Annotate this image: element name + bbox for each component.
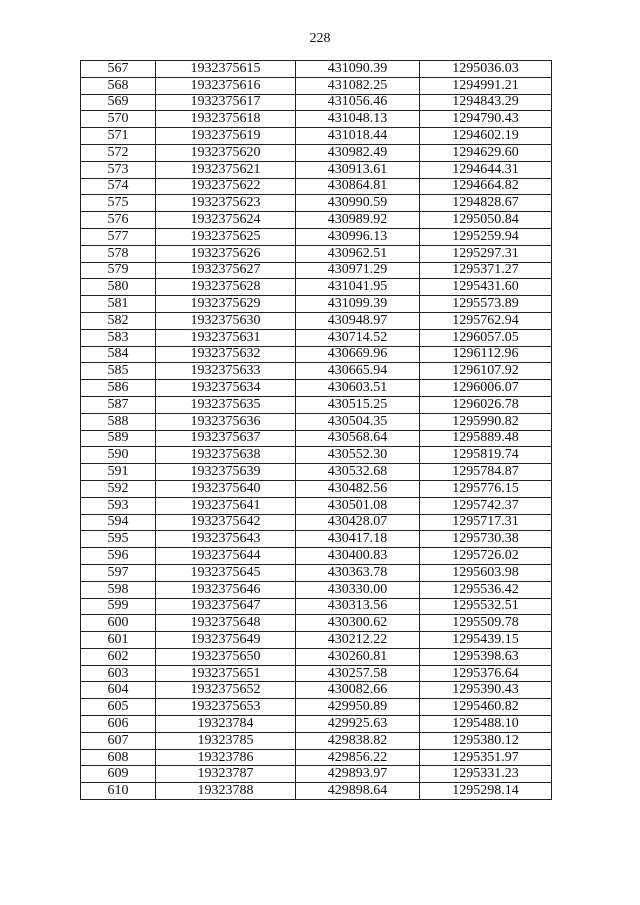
y-coordinate-cell: 1295726.02	[420, 548, 552, 565]
x-coordinate-cell: 430532.68	[296, 464, 420, 481]
y-coordinate-cell: 1295398.63	[420, 648, 552, 665]
x-coordinate-cell: 430504.35	[296, 413, 420, 430]
x-coordinate-cell: 430428.07	[296, 514, 420, 531]
table-row	[81, 716, 552, 733]
y-coordinate-cell: 1295889.48	[420, 430, 552, 447]
row-number-cell: 568	[81, 77, 156, 94]
point-id-cell: 1932375630	[156, 312, 296, 329]
row-number-cell: 591	[81, 464, 156, 481]
point-id-cell: 1932375615	[156, 61, 296, 78]
table-row	[81, 783, 552, 800]
table-row	[81, 363, 552, 380]
point-id-cell: 1932375619	[156, 128, 296, 145]
row-number-cell: 592	[81, 480, 156, 497]
row-number-cell: 574	[81, 178, 156, 195]
y-coordinate-cell: 1295536.42	[420, 581, 552, 598]
x-coordinate-cell: 430948.97	[296, 312, 420, 329]
point-id-cell: 1932375620	[156, 144, 296, 161]
table-row	[81, 699, 552, 716]
table-row	[81, 480, 552, 497]
x-coordinate-cell: 431082.25	[296, 77, 420, 94]
point-id-cell: 1932375618	[156, 111, 296, 128]
point-id-cell: 1932375649	[156, 632, 296, 649]
row-number-cell: 583	[81, 329, 156, 346]
x-coordinate-cell: 430962.51	[296, 245, 420, 262]
row-number-cell: 579	[81, 262, 156, 279]
row-number-cell: 593	[81, 497, 156, 514]
table-row	[81, 514, 552, 531]
point-id-cell: 1932375647	[156, 598, 296, 615]
x-coordinate-cell: 430082.66	[296, 682, 420, 699]
x-coordinate-cell: 430552.30	[296, 447, 420, 464]
point-id-cell: 1932375639	[156, 464, 296, 481]
y-coordinate-cell: 1296107.92	[420, 363, 552, 380]
table-row	[81, 531, 552, 548]
y-coordinate-cell: 1294843.29	[420, 94, 552, 111]
row-number-cell: 594	[81, 514, 156, 531]
x-coordinate-cell: 429925.63	[296, 716, 420, 733]
y-coordinate-cell: 1295532.51	[420, 598, 552, 615]
coordinates-table	[80, 60, 552, 800]
x-coordinate-cell: 430568.64	[296, 430, 420, 447]
x-coordinate-cell: 430515.25	[296, 396, 420, 413]
table-row	[81, 766, 552, 783]
row-number-cell: 590	[81, 447, 156, 464]
row-number-cell: 599	[81, 598, 156, 615]
y-coordinate-cell: 1295298.14	[420, 783, 552, 800]
page-number: 228	[309, 31, 331, 46]
point-id-cell: 19323786	[156, 749, 296, 766]
row-number-cell: 582	[81, 312, 156, 329]
x-coordinate-cell: 430714.52	[296, 329, 420, 346]
point-id-cell: 19323787	[156, 766, 296, 783]
row-number-cell: 589	[81, 430, 156, 447]
table-row	[81, 329, 552, 346]
row-number-cell: 578	[81, 245, 156, 262]
table-row	[81, 128, 552, 145]
point-id-cell: 1932375625	[156, 228, 296, 245]
table-row	[81, 413, 552, 430]
row-number-cell: 605	[81, 699, 156, 716]
point-id-cell: 19323784	[156, 716, 296, 733]
point-id-cell: 1932375623	[156, 195, 296, 212]
table-row	[81, 111, 552, 128]
table-row	[81, 732, 552, 749]
table-row	[81, 581, 552, 598]
y-coordinate-cell: 1295717.31	[420, 514, 552, 531]
table-row	[81, 564, 552, 581]
y-coordinate-cell: 1295371.27	[420, 262, 552, 279]
point-id-cell: 1932375635	[156, 396, 296, 413]
point-id-cell: 1932375644	[156, 548, 296, 565]
x-coordinate-cell: 430313.56	[296, 598, 420, 615]
row-number-cell: 567	[81, 61, 156, 78]
row-number-cell: 569	[81, 94, 156, 111]
row-number-cell: 606	[81, 716, 156, 733]
table-row	[81, 749, 552, 766]
x-coordinate-cell: 431018.44	[296, 128, 420, 145]
x-coordinate-cell: 431056.46	[296, 94, 420, 111]
x-coordinate-cell: 430864.81	[296, 178, 420, 195]
table-row	[81, 548, 552, 565]
point-id-cell: 1932375624	[156, 212, 296, 229]
y-coordinate-cell: 1295730.38	[420, 531, 552, 548]
table-row	[81, 346, 552, 363]
y-coordinate-cell: 1296057.05	[420, 329, 552, 346]
row-number-cell: 600	[81, 615, 156, 632]
x-coordinate-cell: 431048.13	[296, 111, 420, 128]
y-coordinate-cell: 1296026.78	[420, 396, 552, 413]
row-number-cell: 577	[81, 228, 156, 245]
x-coordinate-cell: 429893.97	[296, 766, 420, 783]
row-number-cell: 584	[81, 346, 156, 363]
row-number-cell: 572	[81, 144, 156, 161]
table-row	[81, 447, 552, 464]
x-coordinate-cell: 429898.64	[296, 783, 420, 800]
point-id-cell: 1932375628	[156, 279, 296, 296]
point-id-cell: 1932375632	[156, 346, 296, 363]
y-coordinate-cell: 1295460.82	[420, 699, 552, 716]
table-row	[81, 212, 552, 229]
y-coordinate-cell: 1295742.37	[420, 497, 552, 514]
y-coordinate-cell: 1295819.74	[420, 447, 552, 464]
y-coordinate-cell: 1295380.12	[420, 732, 552, 749]
x-coordinate-cell: 430990.59	[296, 195, 420, 212]
x-coordinate-cell: 430989.92	[296, 212, 420, 229]
point-id-cell: 19323788	[156, 783, 296, 800]
y-coordinate-cell: 1295603.98	[420, 564, 552, 581]
y-coordinate-cell: 1294991.21	[420, 77, 552, 94]
row-number-cell: 596	[81, 548, 156, 565]
point-id-cell: 1932375627	[156, 262, 296, 279]
y-coordinate-cell: 1295488.10	[420, 716, 552, 733]
x-coordinate-cell: 430971.29	[296, 262, 420, 279]
y-coordinate-cell: 1295259.94	[420, 228, 552, 245]
row-number-cell: 595	[81, 531, 156, 548]
x-coordinate-cell: 430400.83	[296, 548, 420, 565]
y-coordinate-cell: 1294828.67	[420, 195, 552, 212]
x-coordinate-cell: 430417.18	[296, 531, 420, 548]
y-coordinate-cell: 1295331.23	[420, 766, 552, 783]
x-coordinate-cell: 429950.89	[296, 699, 420, 716]
row-number-cell: 586	[81, 380, 156, 397]
x-coordinate-cell: 430260.81	[296, 648, 420, 665]
row-number-cell: 609	[81, 766, 156, 783]
row-number-cell: 608	[81, 749, 156, 766]
row-number-cell: 602	[81, 648, 156, 665]
point-id-cell: 1932375633	[156, 363, 296, 380]
row-number-cell: 587	[81, 396, 156, 413]
point-id-cell: 1932375616	[156, 77, 296, 94]
row-number-cell: 571	[81, 128, 156, 145]
point-id-cell: 1932375640	[156, 480, 296, 497]
y-coordinate-cell: 1296006.07	[420, 380, 552, 397]
x-coordinate-cell: 430330.00	[296, 581, 420, 598]
row-number-cell: 575	[81, 195, 156, 212]
table-body	[81, 61, 552, 800]
y-coordinate-cell: 1295036.03	[420, 61, 552, 78]
x-coordinate-cell: 431090.39	[296, 61, 420, 78]
point-id-cell: 1932375637	[156, 430, 296, 447]
point-id-cell: 1932375642	[156, 514, 296, 531]
x-coordinate-cell: 430982.49	[296, 144, 420, 161]
y-coordinate-cell: 1295509.78	[420, 615, 552, 632]
point-id-cell: 1932375641	[156, 497, 296, 514]
table-row	[81, 144, 552, 161]
table-row	[81, 61, 552, 78]
row-number-cell: 585	[81, 363, 156, 380]
y-coordinate-cell: 1295762.94	[420, 312, 552, 329]
row-number-cell: 610	[81, 783, 156, 800]
point-id-cell: 1932375651	[156, 665, 296, 682]
point-id-cell: 1932375653	[156, 699, 296, 716]
table-row	[81, 615, 552, 632]
y-coordinate-cell: 1295376.64	[420, 665, 552, 682]
row-number-cell: 607	[81, 732, 156, 749]
y-coordinate-cell: 1296112.96	[420, 346, 552, 363]
row-number-cell: 604	[81, 682, 156, 699]
point-id-cell: 19323785	[156, 732, 296, 749]
table-row	[81, 464, 552, 481]
row-number-cell: 581	[81, 296, 156, 313]
table-row	[81, 279, 552, 296]
point-id-cell: 1932375646	[156, 581, 296, 598]
point-id-cell: 1932375645	[156, 564, 296, 581]
row-number-cell: 598	[81, 581, 156, 598]
point-id-cell: 1932375617	[156, 94, 296, 111]
x-coordinate-cell: 430665.94	[296, 363, 420, 380]
row-number-cell: 573	[81, 161, 156, 178]
y-coordinate-cell: 1294644.31	[420, 161, 552, 178]
y-coordinate-cell: 1295351.97	[420, 749, 552, 766]
table-row	[81, 195, 552, 212]
y-coordinate-cell: 1295784.87	[420, 464, 552, 481]
point-id-cell: 1932375650	[156, 648, 296, 665]
point-id-cell: 1932375634	[156, 380, 296, 397]
y-coordinate-cell: 1294664.82	[420, 178, 552, 195]
table-row	[81, 228, 552, 245]
point-id-cell: 1932375622	[156, 178, 296, 195]
x-coordinate-cell: 430669.96	[296, 346, 420, 363]
x-coordinate-cell: 430603.51	[296, 380, 420, 397]
table-row	[81, 632, 552, 649]
table-row	[81, 178, 552, 195]
point-id-cell: 1932375621	[156, 161, 296, 178]
x-coordinate-cell: 431099.39	[296, 296, 420, 313]
table-row	[81, 296, 552, 313]
table-row	[81, 396, 552, 413]
row-number-cell: 603	[81, 665, 156, 682]
x-coordinate-cell: 430363.78	[296, 564, 420, 581]
x-coordinate-cell: 431041.95	[296, 279, 420, 296]
table-row	[81, 161, 552, 178]
point-id-cell: 1932375631	[156, 329, 296, 346]
table-row	[81, 682, 552, 699]
point-id-cell: 1932375629	[156, 296, 296, 313]
y-coordinate-cell: 1295990.82	[420, 413, 552, 430]
table-row	[81, 77, 552, 94]
y-coordinate-cell: 1294602.19	[420, 128, 552, 145]
table-row	[81, 598, 552, 615]
y-coordinate-cell: 1294629.60	[420, 144, 552, 161]
x-coordinate-cell: 430913.61	[296, 161, 420, 178]
y-coordinate-cell: 1295439.15	[420, 632, 552, 649]
table-row	[81, 497, 552, 514]
table-row	[81, 648, 552, 665]
x-coordinate-cell: 430300.62	[296, 615, 420, 632]
y-coordinate-cell: 1295431.60	[420, 279, 552, 296]
point-id-cell: 1932375648	[156, 615, 296, 632]
y-coordinate-cell: 1295050.84	[420, 212, 552, 229]
y-coordinate-cell: 1295297.31	[420, 245, 552, 262]
row-number-cell: 588	[81, 413, 156, 430]
x-coordinate-cell: 430996.13	[296, 228, 420, 245]
x-coordinate-cell: 430257.58	[296, 665, 420, 682]
x-coordinate-cell: 430482.56	[296, 480, 420, 497]
point-id-cell: 1932375636	[156, 413, 296, 430]
point-id-cell: 1932375638	[156, 447, 296, 464]
table-row	[81, 665, 552, 682]
x-coordinate-cell: 429856.22	[296, 749, 420, 766]
point-id-cell: 1932375652	[156, 682, 296, 699]
x-coordinate-cell: 430212.22	[296, 632, 420, 649]
row-number-cell: 576	[81, 212, 156, 229]
table-row	[81, 262, 552, 279]
row-number-cell: 601	[81, 632, 156, 649]
table-row	[81, 94, 552, 111]
y-coordinate-cell: 1295390.43	[420, 682, 552, 699]
y-coordinate-cell: 1295776.15	[420, 480, 552, 497]
table-row	[81, 312, 552, 329]
point-id-cell: 1932375626	[156, 245, 296, 262]
row-number-cell: 580	[81, 279, 156, 296]
table-row	[81, 245, 552, 262]
y-coordinate-cell: 1295573.89	[420, 296, 552, 313]
table-row	[81, 430, 552, 447]
point-id-cell: 1932375643	[156, 531, 296, 548]
row-number-cell: 570	[81, 111, 156, 128]
y-coordinate-cell: 1294790.43	[420, 111, 552, 128]
table-row	[81, 380, 552, 397]
row-number-cell: 597	[81, 564, 156, 581]
x-coordinate-cell: 429838.82	[296, 732, 420, 749]
x-coordinate-cell: 430501.08	[296, 497, 420, 514]
